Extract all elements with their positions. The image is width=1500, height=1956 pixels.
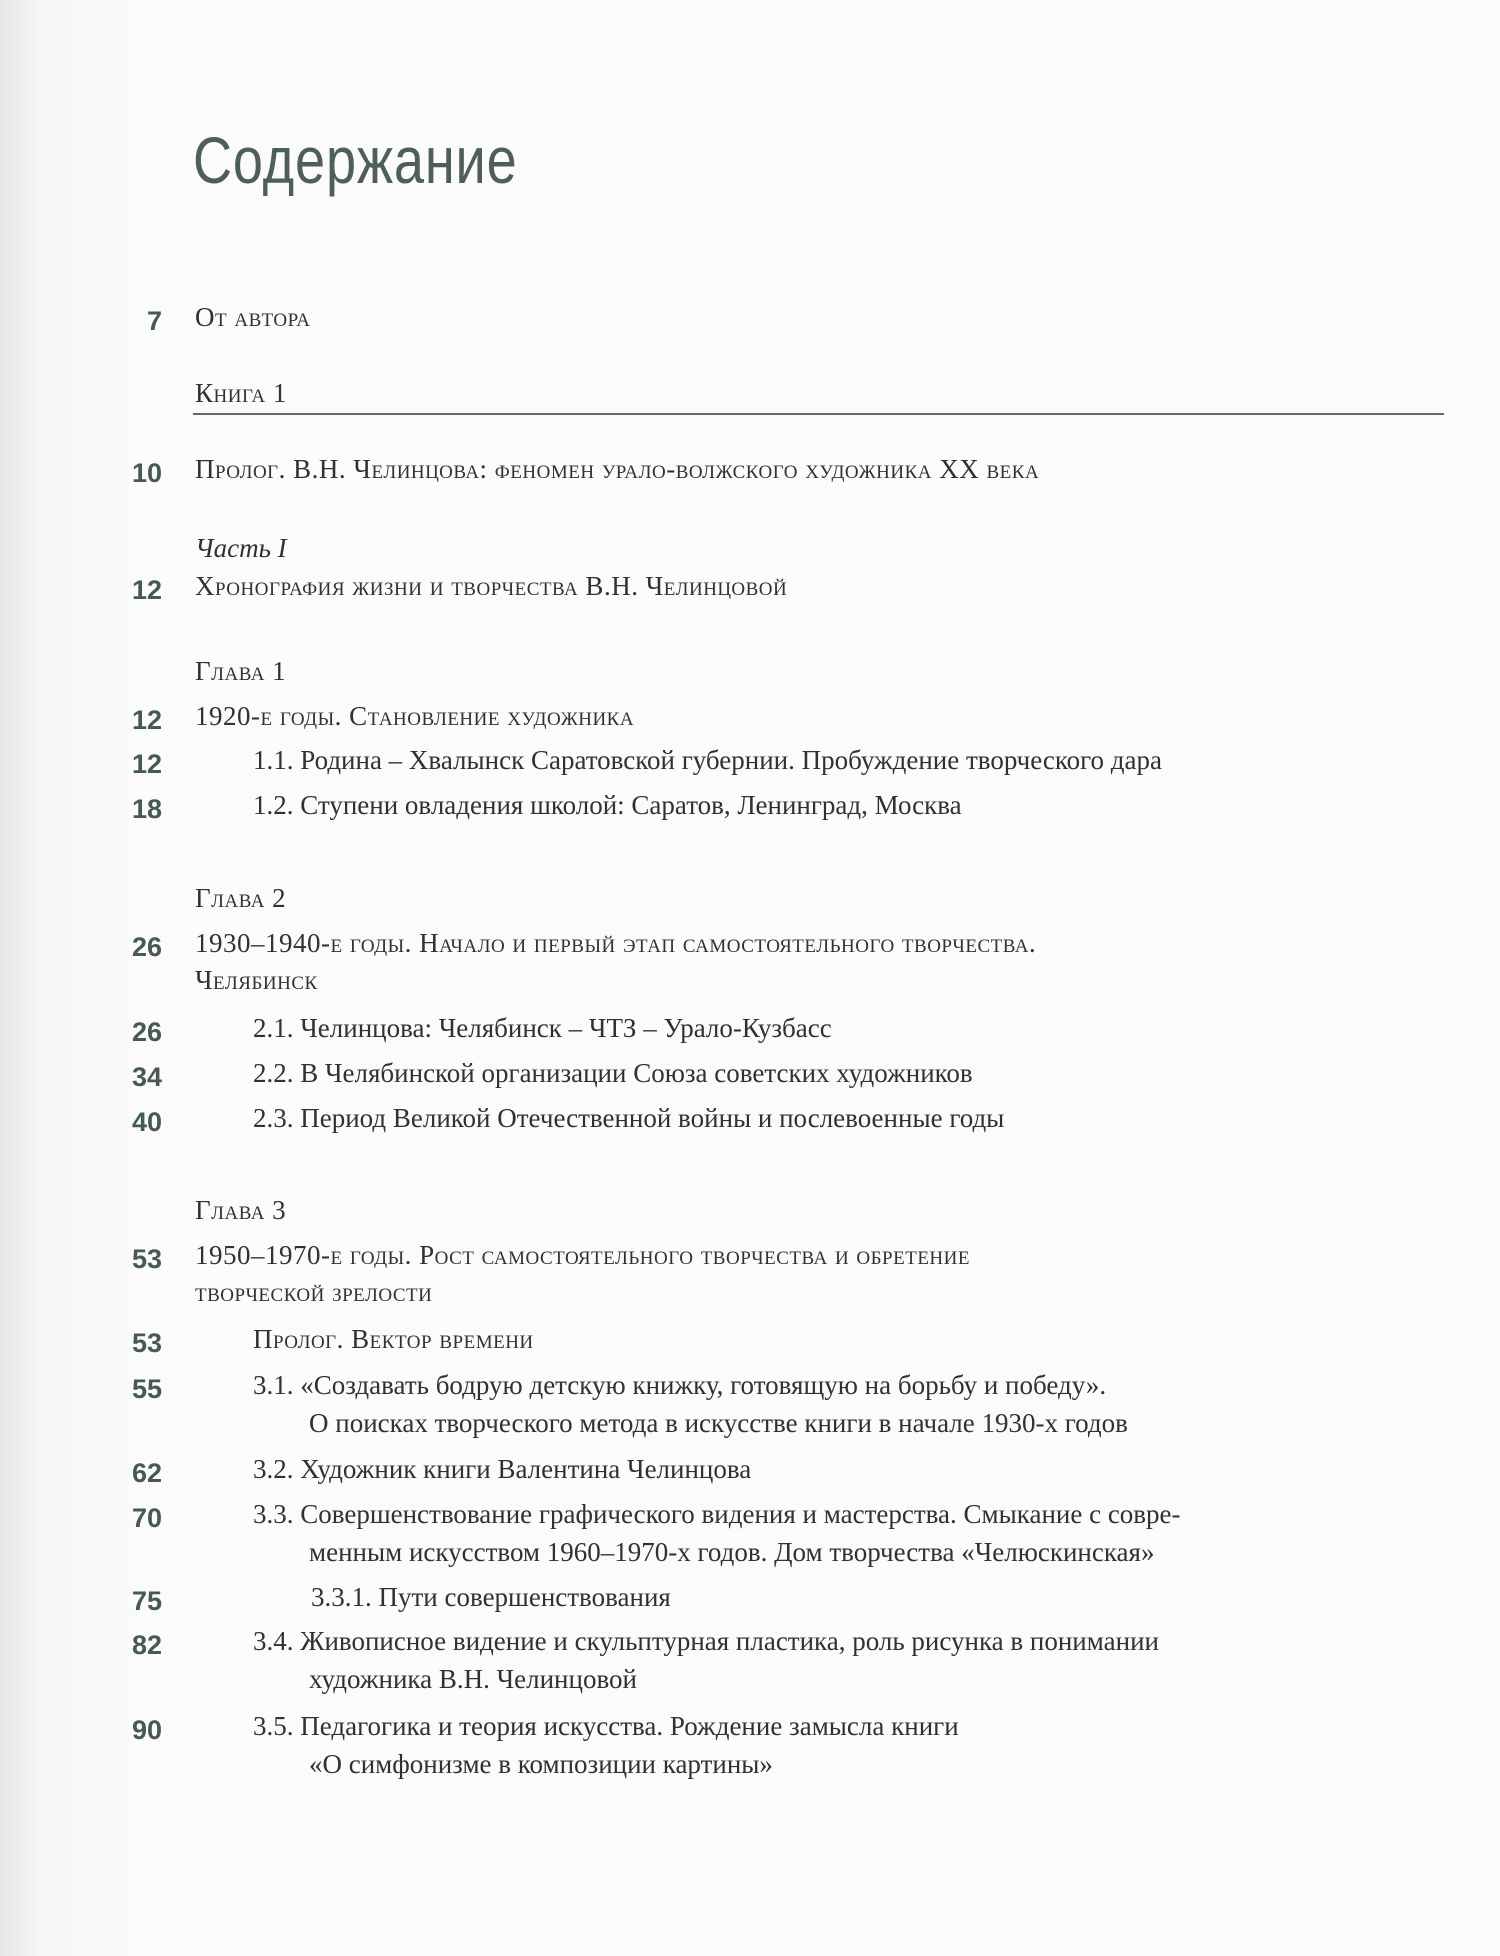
section-divider	[193, 413, 1444, 415]
book-heading: Книга 1	[195, 378, 287, 408]
page-number: 10	[131, 458, 162, 488]
page-number: 7	[146, 306, 162, 336]
entry-title: 2.2. В Челябинской организации Союза советских художников	[253, 1058, 973, 1088]
entry-title-line-1: 1950–1970-е годы. Рост самостоятельного творчества и обретение	[195, 1240, 970, 1270]
part-heading: Часть I	[195, 533, 287, 563]
entry-title: Хронография жизни и творчества В.Н. Челинцовой	[195, 571, 788, 601]
entry-title: 2.3. Период Великой Отечественной войны и послевоенные годы	[253, 1103, 1005, 1133]
entry-title-line-2: О поисках творческого метода в искусстве книги в начале 1930-х годов	[309, 1408, 1128, 1438]
entry-title: 1.2. Ступени овладения школой: Саратов, Ленинград, Москва	[253, 790, 962, 820]
entry-title: 3.3.1. Пути совершенствования	[311, 1582, 671, 1612]
page-number: 55	[131, 1374, 162, 1404]
entry-title: 2.1. Челинцова: Челябинск – ЧТЗ – Урало-Кузбасс	[253, 1013, 832, 1043]
entry-title: От автора	[195, 302, 311, 332]
entry-title-line-1: 1930–1940-е годы. Начало и первый этап самостоятельного творчества.	[195, 928, 1037, 958]
chapter-heading: Глава 3	[195, 1195, 287, 1225]
entry-title: 1.1. Родина – Хвалынск Саратовской губернии. Пробуждение творческого дара	[253, 745, 1163, 775]
page-title: Содержание	[193, 123, 518, 197]
entry-title-line-2: творческой зрелости	[195, 1277, 433, 1307]
entry-title-line-2: художника В.Н. Челинцовой	[309, 1664, 637, 1694]
entry-title: Пролог. Вектор времени	[253, 1324, 534, 1354]
entry-title: 3.2. Художник книги Валентина Челинцова	[253, 1454, 752, 1484]
entry-title-line-1: 3.4. Живописное видение и скульптурная пластика, роль рисунка в понимании	[253, 1626, 1159, 1656]
entry-title-line-2: Челябинск	[195, 965, 318, 995]
page-number: 26	[131, 1017, 162, 1047]
page-number: 53	[131, 1244, 162, 1274]
entry-title-line-1: 3.1. «Создавать бодрую детскую книжку, готовящую на борьбу и победу».	[253, 1370, 1107, 1400]
page-number: 62	[131, 1458, 162, 1488]
page-number: 90	[131, 1715, 162, 1745]
chapter-heading: Глава 1	[195, 656, 287, 686]
page-number: 82	[131, 1630, 162, 1660]
entry-title-line-2: «О симфонизме в композиции картины»	[309, 1749, 773, 1779]
entry-title-line-1: 3.5. Педагогика и теория искусства. Рождение замысла книги	[253, 1711, 959, 1741]
page-number: 12	[131, 705, 162, 735]
page-number: 12	[131, 749, 162, 779]
page-number: 12	[131, 575, 162, 605]
page-number: 40	[131, 1107, 162, 1137]
chapter-heading: Глава 2	[195, 883, 287, 913]
page-number: 70	[131, 1503, 162, 1533]
page-number: 34	[131, 1062, 162, 1092]
entry-title: 1920-е годы. Становление художника	[195, 701, 635, 731]
entry-title-line-2: менным искусством 1960–1970-х годов. Дом творчества «Челюскинская»	[309, 1537, 1155, 1567]
entry-title: Пролог. В.Н. Челинцова: феномен урало-волжского художника XX века	[195, 454, 1040, 484]
entry-title-line-1: 3.3. Совершенствование графического видения и мастерства. Смыкание с совре-	[253, 1499, 1181, 1529]
page-number: 18	[131, 794, 162, 824]
page-number: 75	[131, 1586, 162, 1616]
page-number: 53	[131, 1328, 162, 1358]
page-number: 26	[131, 932, 162, 962]
